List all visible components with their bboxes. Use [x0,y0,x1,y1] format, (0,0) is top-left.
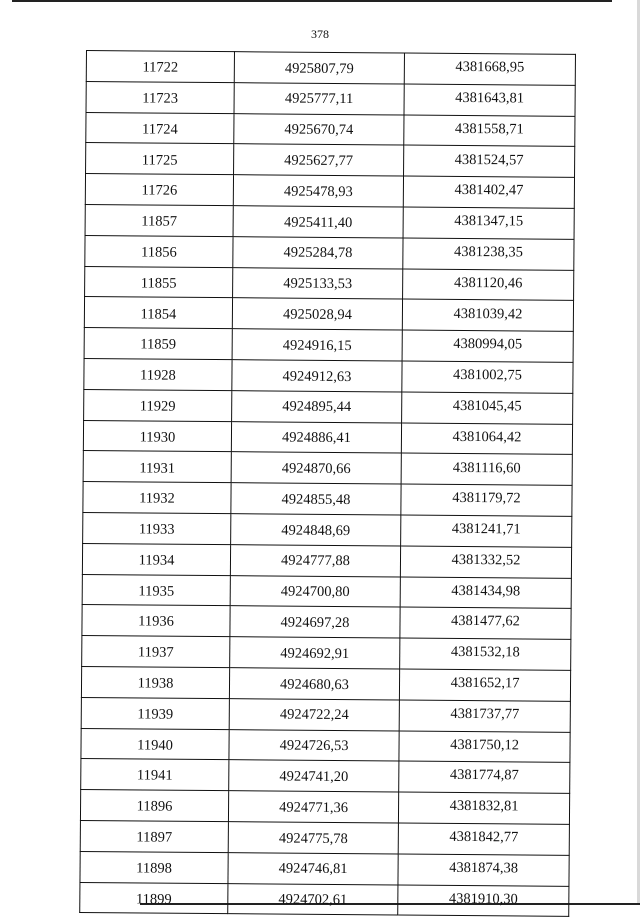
table-row [80,851,569,886]
point-number-cell: 11722 [86,51,234,83]
point-number-cell: 11932 [83,482,231,514]
table-row [83,451,572,486]
x-coordinate-cell: 4924895,44 [232,390,402,422]
x-coordinate-cell: 4924700,80 [230,575,400,607]
y-coordinate-cell: 4381116,60 [401,453,572,485]
point-number-cell: 11859 [84,328,232,360]
y-coordinate-cell: 4381045,45 [402,392,573,424]
x-coordinate-cell: 4924870,66 [231,452,401,484]
x-coordinate-cell: 4924726,53 [229,729,399,761]
table-row [82,543,571,578]
x-coordinate-cell: 4925133,53 [233,267,403,299]
table-row [84,328,573,363]
table-row [82,605,571,640]
x-coordinate-cell: 4924746,81 [228,852,398,884]
point-number-cell: 11939 [81,697,229,729]
point-number-cell: 11854 [84,297,232,329]
coordinates-table [79,50,576,917]
point-number-cell: 11934 [82,543,230,575]
y-coordinate-cell: 4381737,77 [399,700,570,732]
table-row [82,636,571,671]
point-number-cell: 11726 [85,174,233,206]
x-coordinate-cell: 4924912,63 [232,360,402,392]
y-coordinate-cell: 4381668,95 [404,53,575,85]
table-row [81,759,570,794]
y-coordinate-cell: 4381347,15 [403,207,574,239]
y-coordinate-cell: 4381874,38 [398,854,569,886]
y-coordinate-cell: 4381402,47 [403,176,574,208]
coordinates-table-body [80,51,576,917]
y-coordinate-cell: 4381332,52 [400,546,571,578]
y-coordinate-cell: 4381750,12 [399,731,570,763]
x-coordinate-cell: 4924697,28 [230,606,400,638]
y-coordinate-cell: 4381002,75 [402,361,573,393]
table-row [83,482,572,517]
table-row [80,790,569,825]
point-number-cell: 11929 [84,389,232,421]
y-coordinate-cell: 4381241,71 [401,515,572,547]
point-number-cell: 11857 [85,204,233,236]
table-row [85,204,574,239]
y-coordinate-cell: 4381120,46 [403,269,574,301]
x-coordinate-cell: 4925777,11 [234,82,404,114]
y-coordinate-cell: 4381643,81 [404,84,575,116]
point-number-cell: 11937 [82,636,230,668]
point-number-cell: 11856 [85,235,233,267]
x-coordinate-cell: 4924692,91 [230,637,400,669]
y-coordinate-cell: 4381652,17 [399,669,570,701]
point-number-cell: 11933 [83,512,231,544]
table-row [86,143,575,178]
x-coordinate-cell: 4925028,94 [232,298,402,330]
y-coordinate-cell: 4381238,35 [403,238,574,270]
table-row [86,81,575,116]
y-coordinate-cell: 4381064,42 [401,423,572,455]
table-row [84,297,573,332]
point-number-cell: 11898 [80,851,228,883]
x-coordinate-cell: 4924741,20 [229,760,399,792]
table-row [83,512,572,547]
point-number-cell: 11855 [85,266,233,298]
table-row [81,666,570,701]
x-coordinate-cell: 4925284,78 [233,236,403,268]
y-coordinate-cell: 4381477,62 [400,607,571,639]
table-row [81,697,570,732]
y-coordinate-cell: 4381524,57 [404,145,575,177]
x-coordinate-cell: 4925670,74 [234,113,404,145]
table-row [81,728,570,763]
table-row [84,358,573,393]
x-coordinate-cell: 4924916,15 [232,329,402,361]
table-row [85,266,574,301]
point-number-cell: 11725 [86,143,234,175]
table-row [84,389,573,424]
y-coordinate-cell: 4381774,87 [399,761,570,793]
point-number-cell: 11930 [83,420,231,452]
x-coordinate-cell: 4924702,61 [228,883,398,915]
y-coordinate-cell: 4381434,98 [400,577,571,609]
point-number-cell: 11897 [80,820,228,852]
table-row [82,574,571,609]
x-coordinate-cell: 4924886,41 [231,421,401,453]
y-coordinate-cell: 4380994,05 [402,330,573,362]
x-coordinate-cell: 4924848,69 [231,514,401,546]
y-coordinate-cell: 4381842,77 [398,823,569,855]
y-coordinate-cell: 4381558,71 [404,115,575,147]
y-coordinate-cell: 4381832,81 [398,792,569,824]
table-row [86,112,575,147]
coordinates-table-wrapper [79,50,576,917]
point-number-cell: 11928 [84,358,232,390]
scan-edge-top [12,0,612,2]
point-number-cell: 11935 [82,574,230,606]
table-row [83,420,572,455]
x-coordinate-cell: 4924777,88 [230,544,400,576]
x-coordinate-cell: 4924855,48 [231,483,401,515]
table-row [86,51,575,86]
y-coordinate-cell: 4381179,72 [401,484,572,516]
x-coordinate-cell: 4924680,63 [229,668,399,700]
x-coordinate-cell: 4925411,40 [233,206,403,238]
point-number-cell: 11899 [80,882,228,914]
table-row [85,174,574,209]
y-coordinate-cell: 4381910,30 [398,884,569,916]
point-number-cell: 11940 [81,728,229,760]
point-number-cell: 11724 [86,112,234,144]
table-row [85,235,574,270]
point-number-cell: 11938 [81,666,229,698]
point-number-cell: 11723 [86,81,234,113]
x-coordinate-cell: 4924771,36 [228,791,398,823]
table-row [80,820,569,855]
x-coordinate-cell: 4925478,93 [233,175,403,207]
x-coordinate-cell: 4924775,78 [228,822,398,854]
y-coordinate-cell: 4381039,42 [402,299,573,331]
point-number-cell: 11931 [83,451,231,483]
point-number-cell: 11896 [80,790,228,822]
point-number-cell: 11941 [81,759,229,791]
x-coordinate-cell: 4925807,79 [234,52,404,84]
point-number-cell: 11936 [82,605,230,637]
y-coordinate-cell: 4381532,18 [400,638,571,670]
x-coordinate-cell: 4925627,77 [234,144,404,176]
table-row [80,882,569,917]
page-number: 378 [311,27,329,41]
x-coordinate-cell: 4924722,24 [229,698,399,730]
